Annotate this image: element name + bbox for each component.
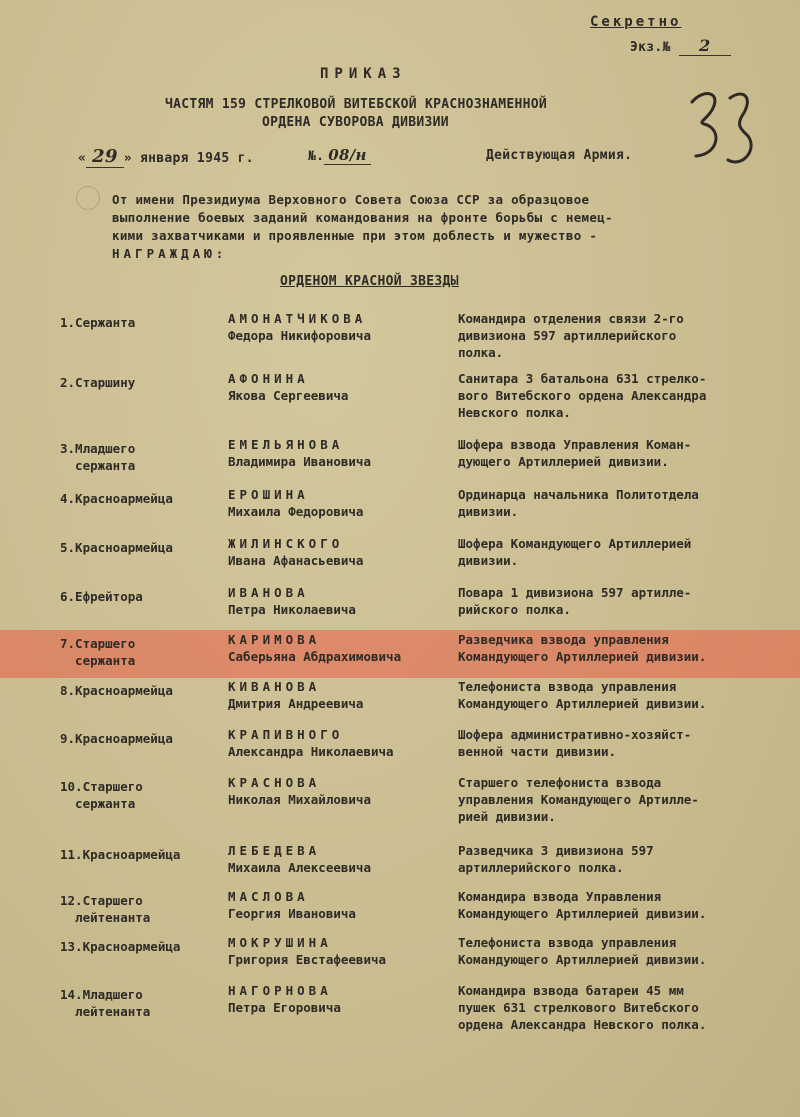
entry-surname: АФОНИНА (228, 371, 309, 386)
intro-line-3: кими захватчиками и проявленные при этом доблесть и мужество - (112, 228, 598, 243)
entry-given-name: Петра Николаевича (228, 602, 356, 617)
entry-given-name: Михаила Федоровича (228, 504, 364, 519)
entry-description: Командира отделения связи 2-го дивизиона 597 артиллерийского полка. (458, 311, 684, 360)
entry-description: Телефониста взвода управления Командующего Артиллерией дивизии. (458, 935, 707, 967)
copy-number-value: 2 (679, 36, 731, 56)
order-number-value: 08/н (324, 146, 371, 165)
date-month-year: » января 1945 г. (123, 151, 254, 166)
entry-rank: 1.Сержанта (60, 315, 136, 330)
secret-stamp: Секретно (590, 14, 682, 30)
entry-rank: 11.Красноармейца (60, 847, 181, 862)
intro-line-4: НАГРАЖДАЮ: (112, 246, 228, 261)
entry-description: Разведчика 3 дивизиона 597 артиллерийского полка. (458, 843, 654, 875)
entry-rank: 2.Старшину (60, 375, 136, 390)
entry-surname: ИВАНОВА (228, 585, 309, 600)
entry-given-name: Саберьяна Абдрахимовича (228, 649, 402, 664)
entry-rank: 9.Красноармейца (60, 731, 173, 746)
entry-given-name: Ивана Афанасьевича (228, 553, 364, 568)
entry-rank: 3.Младшего сержанта (60, 441, 136, 473)
entry-description: Разведчика взвода управления Командующего Артиллерией дивизии. (458, 632, 707, 664)
entry-description: Старшего телефониста взвода управления Командующего Артилле- рией дивизии. (458, 775, 699, 824)
entry-given-name: Николая Михайловича (228, 792, 371, 807)
entry-given-name: Федора Никифоровича (228, 328, 371, 343)
entry-description: Повара 1 дивизиона 597 артилле- рийского полка. (458, 585, 692, 617)
entry-description: Санитара 3 батальона 631 стрелко- вого Витебского ордена Александра Невского полка. (458, 371, 707, 420)
entry-surname: КРАПИВНОГО (228, 727, 344, 742)
entry-surname: ЖИЛИНСКОГО (228, 536, 344, 551)
entry-given-name: Владимира Ивановича (228, 454, 371, 469)
entry-rank: 6.Ефрейтора (60, 589, 143, 604)
entry-given-name: Георгия Ивановича (228, 906, 356, 921)
entry-surname: КРАСНОВА (228, 775, 321, 790)
entry-rank: 7.Старшего сержанта (60, 636, 136, 668)
order-number (308, 146, 371, 164)
order-subtitle-line1: ЧАСТЯМ 159 СТРЕЛКОВОЙ ВИТЕБСКОЙ КРАСНОЗНАМЕННОЙ (165, 97, 547, 112)
entry-surname: МОКРУШИНА (228, 935, 332, 950)
entry-surname: НАГОРНОВА (228, 983, 332, 998)
entry-description: Шофера административно-хозяйст- венной части дивизии. (458, 727, 692, 759)
entry-given-name: Михаила Алексеевича (228, 860, 371, 875)
entry-description: Ординарца начальника Политотдела дивизии. (458, 487, 699, 519)
order-title: ПРИКАЗ (320, 66, 407, 82)
entry-rank: 14.Младшего лейтенанта (60, 987, 151, 1019)
entry-rank: 13.Красноармейца (60, 939, 181, 954)
army-label: Действующая Армия. (486, 148, 633, 163)
copy-number (630, 36, 731, 56)
entry-rank: 12.Старшего лейтенанта (60, 893, 151, 925)
entry-description: Шофера Командующего Артиллерией дивизии. (458, 536, 692, 568)
entry-description: Телефониста взвода управления Командующего Артиллерией дивизии. (458, 679, 707, 711)
entry-given-name: Александра Николаевича (228, 744, 394, 759)
entry-surname: КАРИМОВА (228, 632, 321, 647)
entry-surname: ЛЕБЕДЕВА (228, 843, 321, 858)
entry-surname: ЕМЕЛЬЯНОВА (228, 437, 344, 452)
entry-rank: 5.Красноармейца (60, 540, 173, 555)
entry-given-name: Дмитрия Андреевича (228, 696, 364, 711)
intro-line-1: От имени Президиума Верховного Совета Союза ССР за образцовое (112, 192, 590, 207)
date-open-quote: « (78, 151, 87, 166)
entry-given-name: Петра Егоровича (228, 1000, 341, 1015)
entry-description: Командира взвода Управления Командующего Артиллерией дивизии. (458, 889, 707, 921)
entry-given-name: Григория Евстафеевича (228, 952, 387, 967)
award-heading: ОРДЕНОМ КРАСНОЙ ЗВЕЗДЫ (280, 274, 459, 289)
order-number-label: №. (308, 149, 325, 164)
order-date (78, 146, 254, 167)
intro-line-2: выполнение боевых заданий командования на фронте борьбы с немец- (112, 210, 613, 225)
entry-surname: МАСЛОВА (228, 889, 309, 904)
entry-surname: АМОНАТЧИКОВА (228, 311, 367, 326)
entry-rank: 4.Красноармейца (60, 491, 173, 506)
entry-description: Шофера взвода Управления Коман- дующего Артиллерией дивизии. (458, 437, 692, 469)
entry-surname: КИВАНОВА (228, 679, 321, 694)
entry-surname: ЕРОШИНА (228, 487, 309, 502)
entry-rank: 8.Красноармейца (60, 683, 173, 698)
handwritten-number (682, 84, 762, 174)
paper-mark (76, 186, 100, 210)
entry-given-name: Якова Сергеевича (228, 388, 349, 403)
entry-description: Командира взвода батареи 45 мм пушек 631 стрелкового Витебского ордена Александра Невского полка. (458, 983, 707, 1032)
entry-rank: 10.Старшего сержанта (60, 779, 143, 811)
order-subtitle-line2: ОРДЕНА СУВОРОВА ДИВИЗИИ (262, 115, 449, 130)
date-day: 29 (86, 146, 124, 168)
copy-label: Экз.№ (630, 40, 671, 55)
